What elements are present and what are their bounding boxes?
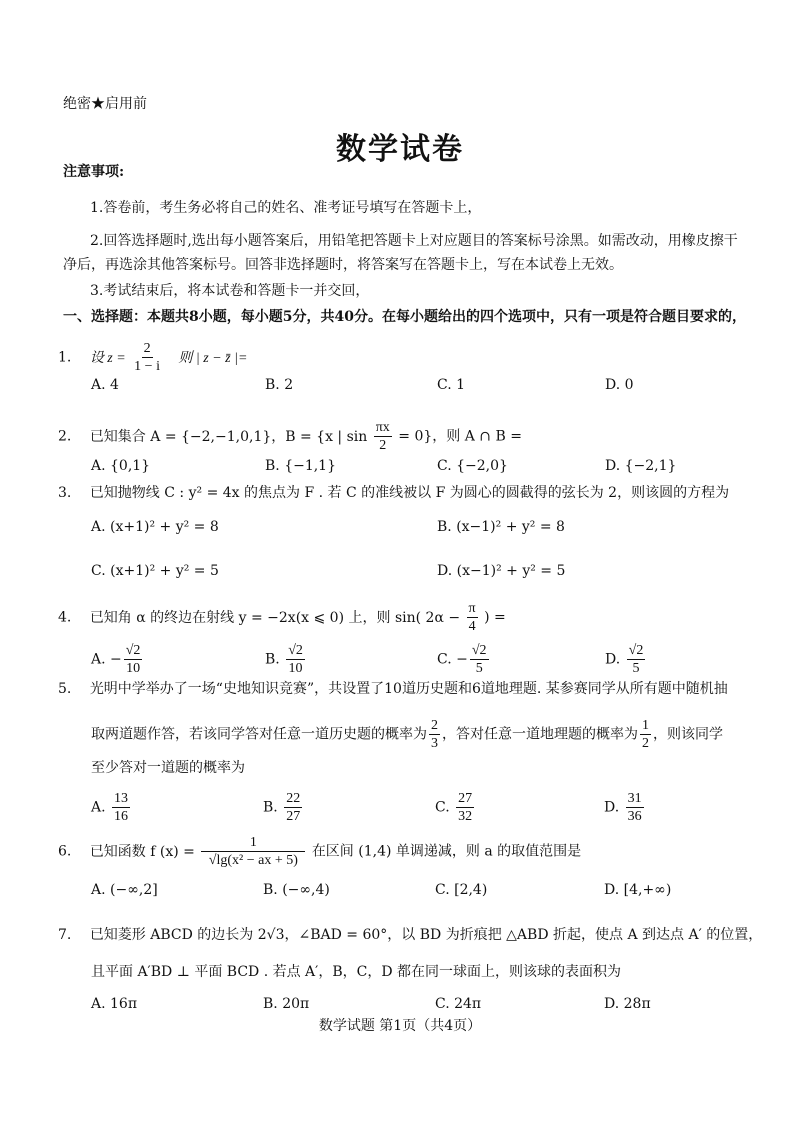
option-b: B. (−∞,4)	[263, 882, 330, 898]
option-b: B. $\frac{√2}{10}$	[265, 643, 303, 676]
stem: 已知角 α 的终边在射线 y = −2x(x ⩽ 0) 上，则 sin( 2α −	[89, 609, 461, 626]
fraction: $\frac{\pi x}{2}$	[375, 420, 390, 453]
notice-3: 3.考试结束后，将本试卷和答题卡一并交回，	[90, 283, 370, 299]
option-d: D. 0	[605, 377, 634, 393]
question-number: 3.	[58, 485, 72, 501]
option-c: C. [2,4)	[435, 882, 488, 898]
option-a: A. 4	[91, 377, 119, 393]
option-a: A. $\frac{13}{16}$	[91, 791, 129, 824]
option-d: D. 28π	[604, 996, 651, 1012]
stem: 已知菱形 ABCD 的边长为 2√3，∠BAD = 60°，以 BD 为折痕把 △ABD 折起，使点 A 到达点 A′ 的位置，	[89, 927, 763, 943]
question-7	[58, 925, 762, 945]
option-c: C. 1	[437, 377, 466, 393]
question-1	[58, 340, 247, 375]
stem: 已知抛物线 C : y² = 4x 的焦点为 F . 若 C 的准线被以 F 为圆心的圆截得的弦长为 2，则该圆的方程为	[89, 485, 730, 501]
option-a: A. {0,1}	[91, 458, 151, 474]
stem: 已知函数 f (x) =	[89, 843, 195, 860]
stem: ) =	[484, 609, 506, 626]
option-c: C. $\frac{27}{32}$	[435, 791, 473, 824]
notice-heading: 注意事项:	[63, 164, 125, 180]
option-c: C. − $\frac{√2}{5}$	[437, 643, 487, 676]
option-d: D. [4,+∞)	[604, 882, 672, 898]
option-d: D. $\frac{31}{36}$	[604, 791, 642, 824]
question-number: 6.	[58, 843, 72, 860]
question-4	[58, 600, 506, 635]
section-heading: 一、选择题：本题共8小题，每小题5分，共40分。在每小题给出的四个选项中，只有一项是符合题目要求的，	[63, 309, 746, 325]
question-7-line2: 且平面 A′BD ⊥ 平面 BCD . 若点 A′，B，C，D 都在同一球面上，则该球的表面积为	[91, 964, 622, 980]
question-5	[58, 679, 728, 699]
option-c: C. (x+1)² + y² = 5	[91, 563, 219, 579]
question-number: 4.	[58, 609, 72, 626]
page-footer: 数学试题 第1页（共4页）	[318, 1018, 482, 1034]
option-b: B. (x−1)² + y² = 8	[437, 519, 565, 535]
option-b: B. 20π	[263, 996, 310, 1012]
question-5-line3: 至少答对一道题的概率为	[91, 760, 245, 776]
notice-2-cont: 净后，再选涂其他答案标号。回答非选择题时，将答案写在答题卡上，写在本试卷上无效。	[63, 257, 623, 273]
question-number: 2.	[58, 428, 72, 445]
page-title: 数学试卷	[336, 132, 464, 167]
stem: 已知集合 A = {−2,−1,0,1}，B = {x | sin	[89, 428, 368, 445]
stem: 设 z =	[89, 350, 126, 366]
question-3	[58, 483, 729, 503]
option-d: D. {−2,1}	[605, 458, 677, 474]
option-d: D. (x−1)² + y² = 5	[437, 563, 566, 579]
question-5-line2: 取两道题作答，若该同学答对任意一道历史题的概率为 $\frac{2}{3}$ ，答对任意一道地理题的概率为 $\frac{1}{2}$ ，则该同学	[91, 718, 723, 751]
question-6	[58, 834, 581, 869]
option-a: A. (x+1)² + y² = 8	[91, 519, 219, 535]
option-b: B. $\frac{22}{27}$	[263, 791, 301, 824]
question-number: 7.	[58, 927, 72, 943]
notice-2: 2.回答选择题时,选出每小题答案后，用铅笔把答题卡上对应题目的答案标号涂黑。如需改动，用橡皮擦干	[90, 233, 738, 249]
option-b: B. 2	[265, 377, 294, 393]
option-c: C. {−2,0}	[437, 458, 508, 474]
question-2	[58, 419, 522, 454]
option-c: C. 24π	[435, 996, 482, 1012]
fraction: $\frac{2}{1 - i}$	[134, 341, 160, 374]
confidential-label: 绝密★启用前	[63, 96, 147, 112]
fraction: $\frac{\pi}{4}$	[468, 601, 476, 634]
stem: 在区间 (1,4) 单调递减，则 a 的取值范围是	[311, 843, 582, 860]
option-d: D. $\frac{√2}{5}$	[605, 643, 644, 676]
option-a: A. 16π	[91, 996, 138, 1012]
option-b: B. {−1,1}	[265, 458, 336, 474]
question-number: 1.	[58, 349, 72, 366]
option-a: A. (−∞,2]	[91, 882, 158, 898]
stem: 光明中学举办了一场“史地知识竞赛”，共设置了10道历史题和6道地理题. 某参赛同学从所有题中随机抽	[89, 681, 728, 697]
fraction: $\frac{1}{\text{√lg(x² − ax + 5)}}$	[201, 834, 305, 869]
stem: 则 | z − z̄ |=	[178, 350, 248, 366]
question-number: 5.	[58, 681, 72, 697]
stem: = 0}，则 A ∩ B =	[398, 428, 522, 445]
notice-1: 1.答卷前，考生务必将自己的姓名、准考证号填写在答题卡上，	[90, 200, 482, 216]
option-a: A. − $\frac{√2}{10}$	[91, 643, 141, 676]
